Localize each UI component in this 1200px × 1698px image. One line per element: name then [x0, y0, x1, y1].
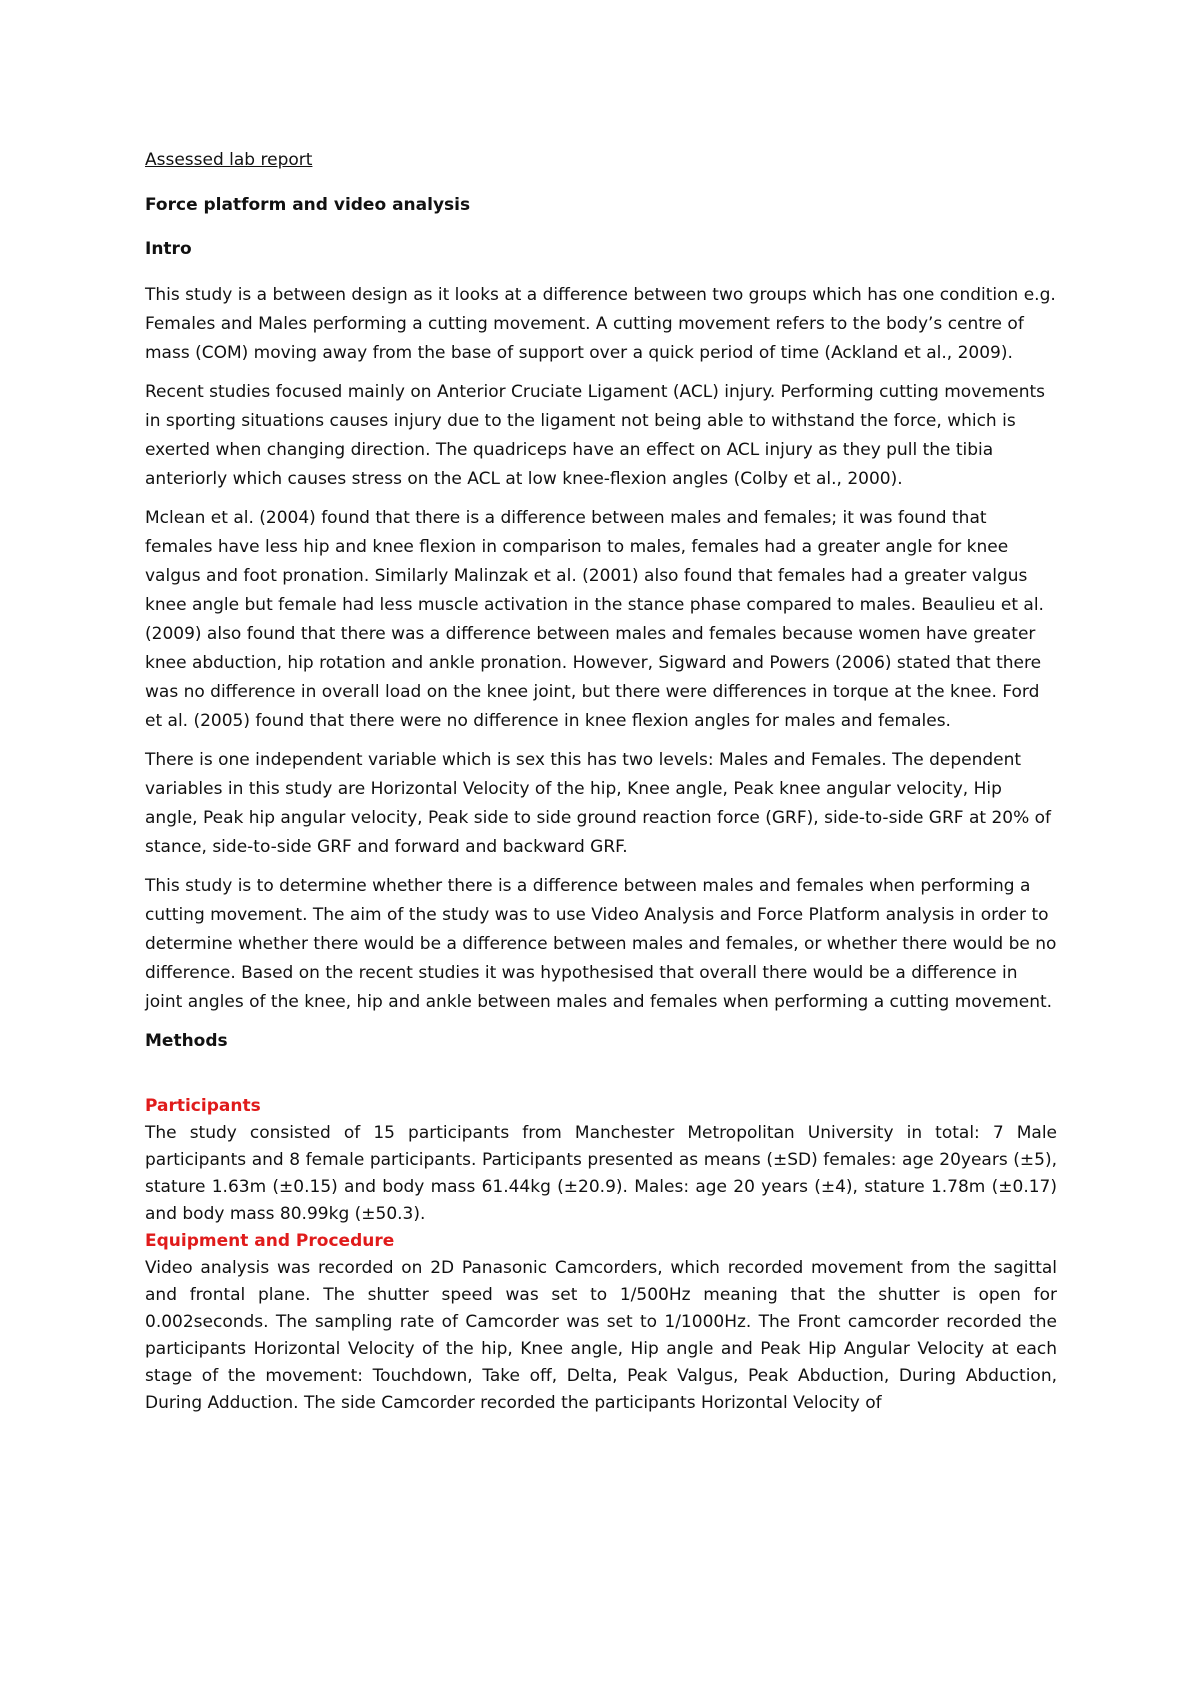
document-body — [145, 148, 1057, 1417]
intro-heading: Intro — [145, 239, 192, 259]
equipment-paragraph: Video analysis was recorded on 2D Panasonic Camcorders, which recorded movement from the sagittal and frontal plane. The shutter speed was set to 1/500Hz meaning that the shutter is open for 0.002seconds. The sampling rate of Camcorder was set to 1/1000Hz. The Front camcorder recorded the participants Horizontal Velocity of the hip, Knee angle, Hip angle and Peak Hip Angular Velocity at each stage of the movement: Touchdown, Take off, Delta, Peak Valgus, Peak Abduction, During Abduction, During Adduction. The side Camcorder recorded the participants Horizontal Velocity of — [145, 1258, 1057, 1413]
intro-paragraph: Mclean et al. (2004) found that there is a difference between males and females; it was found that females have less hip and knee flexion in comparison to males, females had a greater angle for knee valgus and foot pronation. Similarly Malinzak et al. (2001) also found that females had a greater valgus knee angle but female had less muscle activation in the stance phase compared to males. Beaulieu et al. (2009) also found that there was a difference between males and females because women have greater knee abduction, hip rotation and ankle pronation. However, Sigward and Powers (2006) stated that there was no difference in overall load on the knee joint, but there were differences in torque at the knee. Ford et al. (2005) found that there were no difference in knee flexion angles for males and females. — [145, 508, 1044, 731]
main-heading: Force platform and video analysis — [145, 195, 471, 215]
equipment-heading: Equipment and Procedure — [145, 1231, 395, 1251]
intro-paragraph: This study is a between design as it looks at a difference between two groups which has one condition e.g. Females and Males performing a cutting movement. A cutting movement refers to the body’s centre of mass (COM) moving away from the base of support over a quick period of time (Ackland et al., 2009). — [145, 285, 1056, 363]
document-title: Assessed lab report — [145, 150, 313, 170]
participants-paragraph: The study consisted of 15 participants from Manchester Metropolitan University in total: 7 Male participants and 8 female participants. Participants presented as means (±SD) females: age 20years (±5), stature 1.63m (±0.15) and body mass 61.44kg (±20.9). Males: age 20 years (±4), stature 1.78m (±0.17) and body mass 80.99kg (±50.3). — [145, 1123, 1057, 1224]
intro-paragraph: This study is to determine whether there is a difference between males and females when performing a cutting movement. The aim of the study was to use Video Analysis and Force Platform analysis in order to determine whether there would be a difference between males and females, or whether there would be no difference. Based on the recent studies it was hypothesised that overall there would be a difference in joint angles of the knee, hip and ankle between males and females when performing a cutting movement. — [145, 876, 1057, 1012]
intro-paragraph: Recent studies focused mainly on Anterior Cruciate Ligament (ACL) injury. Performing cutting movements in sporting situations causes injury due to the ligament not being able to withstand the force, which is exerted when changing direction. The quadriceps have an effect on ACL injury as they pull the tibia anteriorly which causes stress on the ACL at low knee-flexion angles (Colby et al., 2000). — [145, 382, 1046, 489]
methods-heading: Methods — [145, 1031, 228, 1051]
intro-paragraph: There is one independent variable which is sex this has two levels: Males and Females. The dependent variables in this study are Horizontal Velocity of the hip, Knee angle, Peak knee angular velocity, Hip angle, Peak hip angular velocity, Peak side to side ground reaction force (GRF), side-to-side GRF at 20% of stance, side-to-side GRF and forward and backward GRF. — [145, 750, 1052, 857]
participants-heading: Participants — [145, 1096, 261, 1116]
